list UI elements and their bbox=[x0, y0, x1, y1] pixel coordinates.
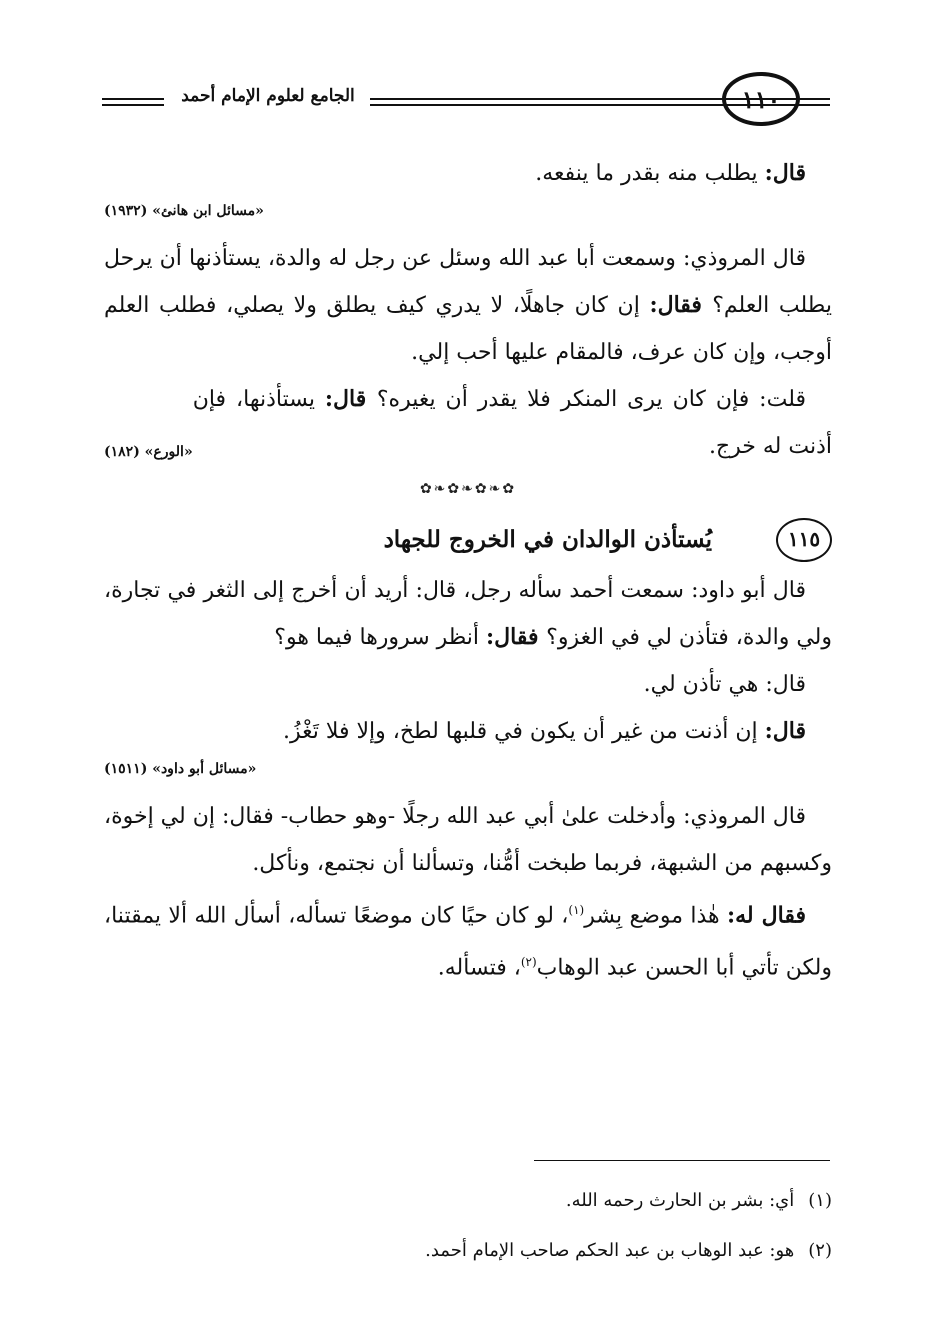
paragraph-text: يستأذنها، فإن أذنت له خرج. bbox=[192, 387, 832, 459]
header-rule-short bbox=[102, 98, 164, 106]
paragraph-text: قال أبو داود: سمعت أحمد سأله رجل، قال: أريد أن أخرج إلى الثغر في تجارة، ولي والدة، فتأذن لي في الغزو؟ bbox=[104, 578, 832, 650]
speaker-keyword: قال: bbox=[764, 718, 806, 744]
paragraph-text: هٰذا موضع بِشر bbox=[584, 903, 728, 929]
page-body bbox=[104, 150, 832, 992]
speaker-keyword: قال: bbox=[324, 386, 377, 412]
speaker-keyword: قال: bbox=[764, 160, 806, 186]
paragraph bbox=[104, 567, 832, 661]
footnotes bbox=[104, 1176, 832, 1276]
paragraph-text: ، فتسأله. bbox=[437, 955, 521, 981]
paragraph bbox=[104, 150, 832, 197]
footnote-mark: (١) bbox=[808, 1190, 832, 1211]
header-rule-long bbox=[370, 98, 820, 106]
speaker-keyword: فقال له: bbox=[727, 902, 806, 929]
speaker-keyword: فقال: bbox=[649, 292, 713, 318]
running-title: الجامع لعلوم الإمام أحمد bbox=[181, 86, 355, 106]
footnote-ref[interactable]: (١) bbox=[568, 903, 585, 917]
footnote-separator bbox=[534, 1160, 830, 1161]
footnote-mark: (٢) bbox=[808, 1240, 832, 1261]
paragraph bbox=[104, 708, 832, 755]
paragraph: قال: هي تأذن لي. bbox=[643, 672, 806, 697]
paragraph-text: إن كان جاهلًا، لا يدري كيف يطلق ولا يصلي، فطلب العلم أوجب، وإن كان عرف، فالمقام عليها أحب إلي. bbox=[104, 293, 832, 365]
source-citation: «الورع» (١٨٢) bbox=[104, 444, 193, 460]
ornament-divider: ✿❧✿❧✿❧✿ bbox=[419, 481, 517, 497]
paragraph-text: إن أذنت من غير أن يكون في قلبها لطخ، وإلا فلا تَغْزُ. bbox=[282, 719, 765, 744]
footnote-text: أي: بشر بن الحارث رحمه الله. bbox=[565, 1190, 795, 1211]
paragraph-text: قال المروذي: وسمعت أبا عبد الله وسئل عن رجل له والدة، يستأذنها أن يرحل يطلب العلم؟ bbox=[104, 246, 832, 318]
paragraph-text: يطلب منه بقدر ما ينفعه. bbox=[535, 161, 765, 186]
section-heading bbox=[104, 516, 832, 563]
source-citation: «مسائل ابن هانئ» (١٩٣٢) bbox=[104, 203, 264, 219]
speaker-keyword: فقال: bbox=[486, 624, 547, 650]
section-title: يُستأذن الوالدان في الخروج للجهاد bbox=[383, 526, 712, 553]
page-number-badge: ١١٠ bbox=[722, 72, 800, 126]
paragraph-text: أنظر سرورها فيما هو؟ bbox=[274, 625, 487, 650]
paragraph-text: قلت: فإن كان يرى المنكر فلا يقدر أن يغيره؟ bbox=[376, 387, 806, 412]
source-citation: «مسائل أبو داود» (١٥١١) bbox=[104, 761, 257, 777]
section-number-badge: ١١٥ bbox=[776, 518, 832, 562]
footnote bbox=[104, 1176, 832, 1226]
paragraph: قال المروذي: وأدخلت علىٰ أبي عبد الله رجلًا -وهو حطاب- فقال: إن لي إخوة، وكسبهم من الشبهة، فربما طبخت أمُّنا، وتسألنا أن نجتمع، ونأكل. bbox=[103, 804, 832, 876]
paragraph bbox=[104, 887, 832, 992]
footnote-text: هو: عبد الوهاب بن عبد الحكم صاحب الإمام أحمد. bbox=[425, 1240, 795, 1261]
footnote bbox=[104, 1226, 832, 1276]
paragraph bbox=[193, 376, 832, 470]
paragraph-with-citation bbox=[104, 376, 832, 470]
paragraph bbox=[104, 235, 832, 376]
footnote-ref[interactable]: (٢) bbox=[520, 955, 537, 970]
paragraph-text: ، لو كان حيًا كان موضعًا تسأله، أسأل الله ألا يمقتنا، ولكن تأتي أبا الحسن عبد الوهاب bbox=[104, 903, 832, 981]
page-header bbox=[102, 72, 830, 132]
